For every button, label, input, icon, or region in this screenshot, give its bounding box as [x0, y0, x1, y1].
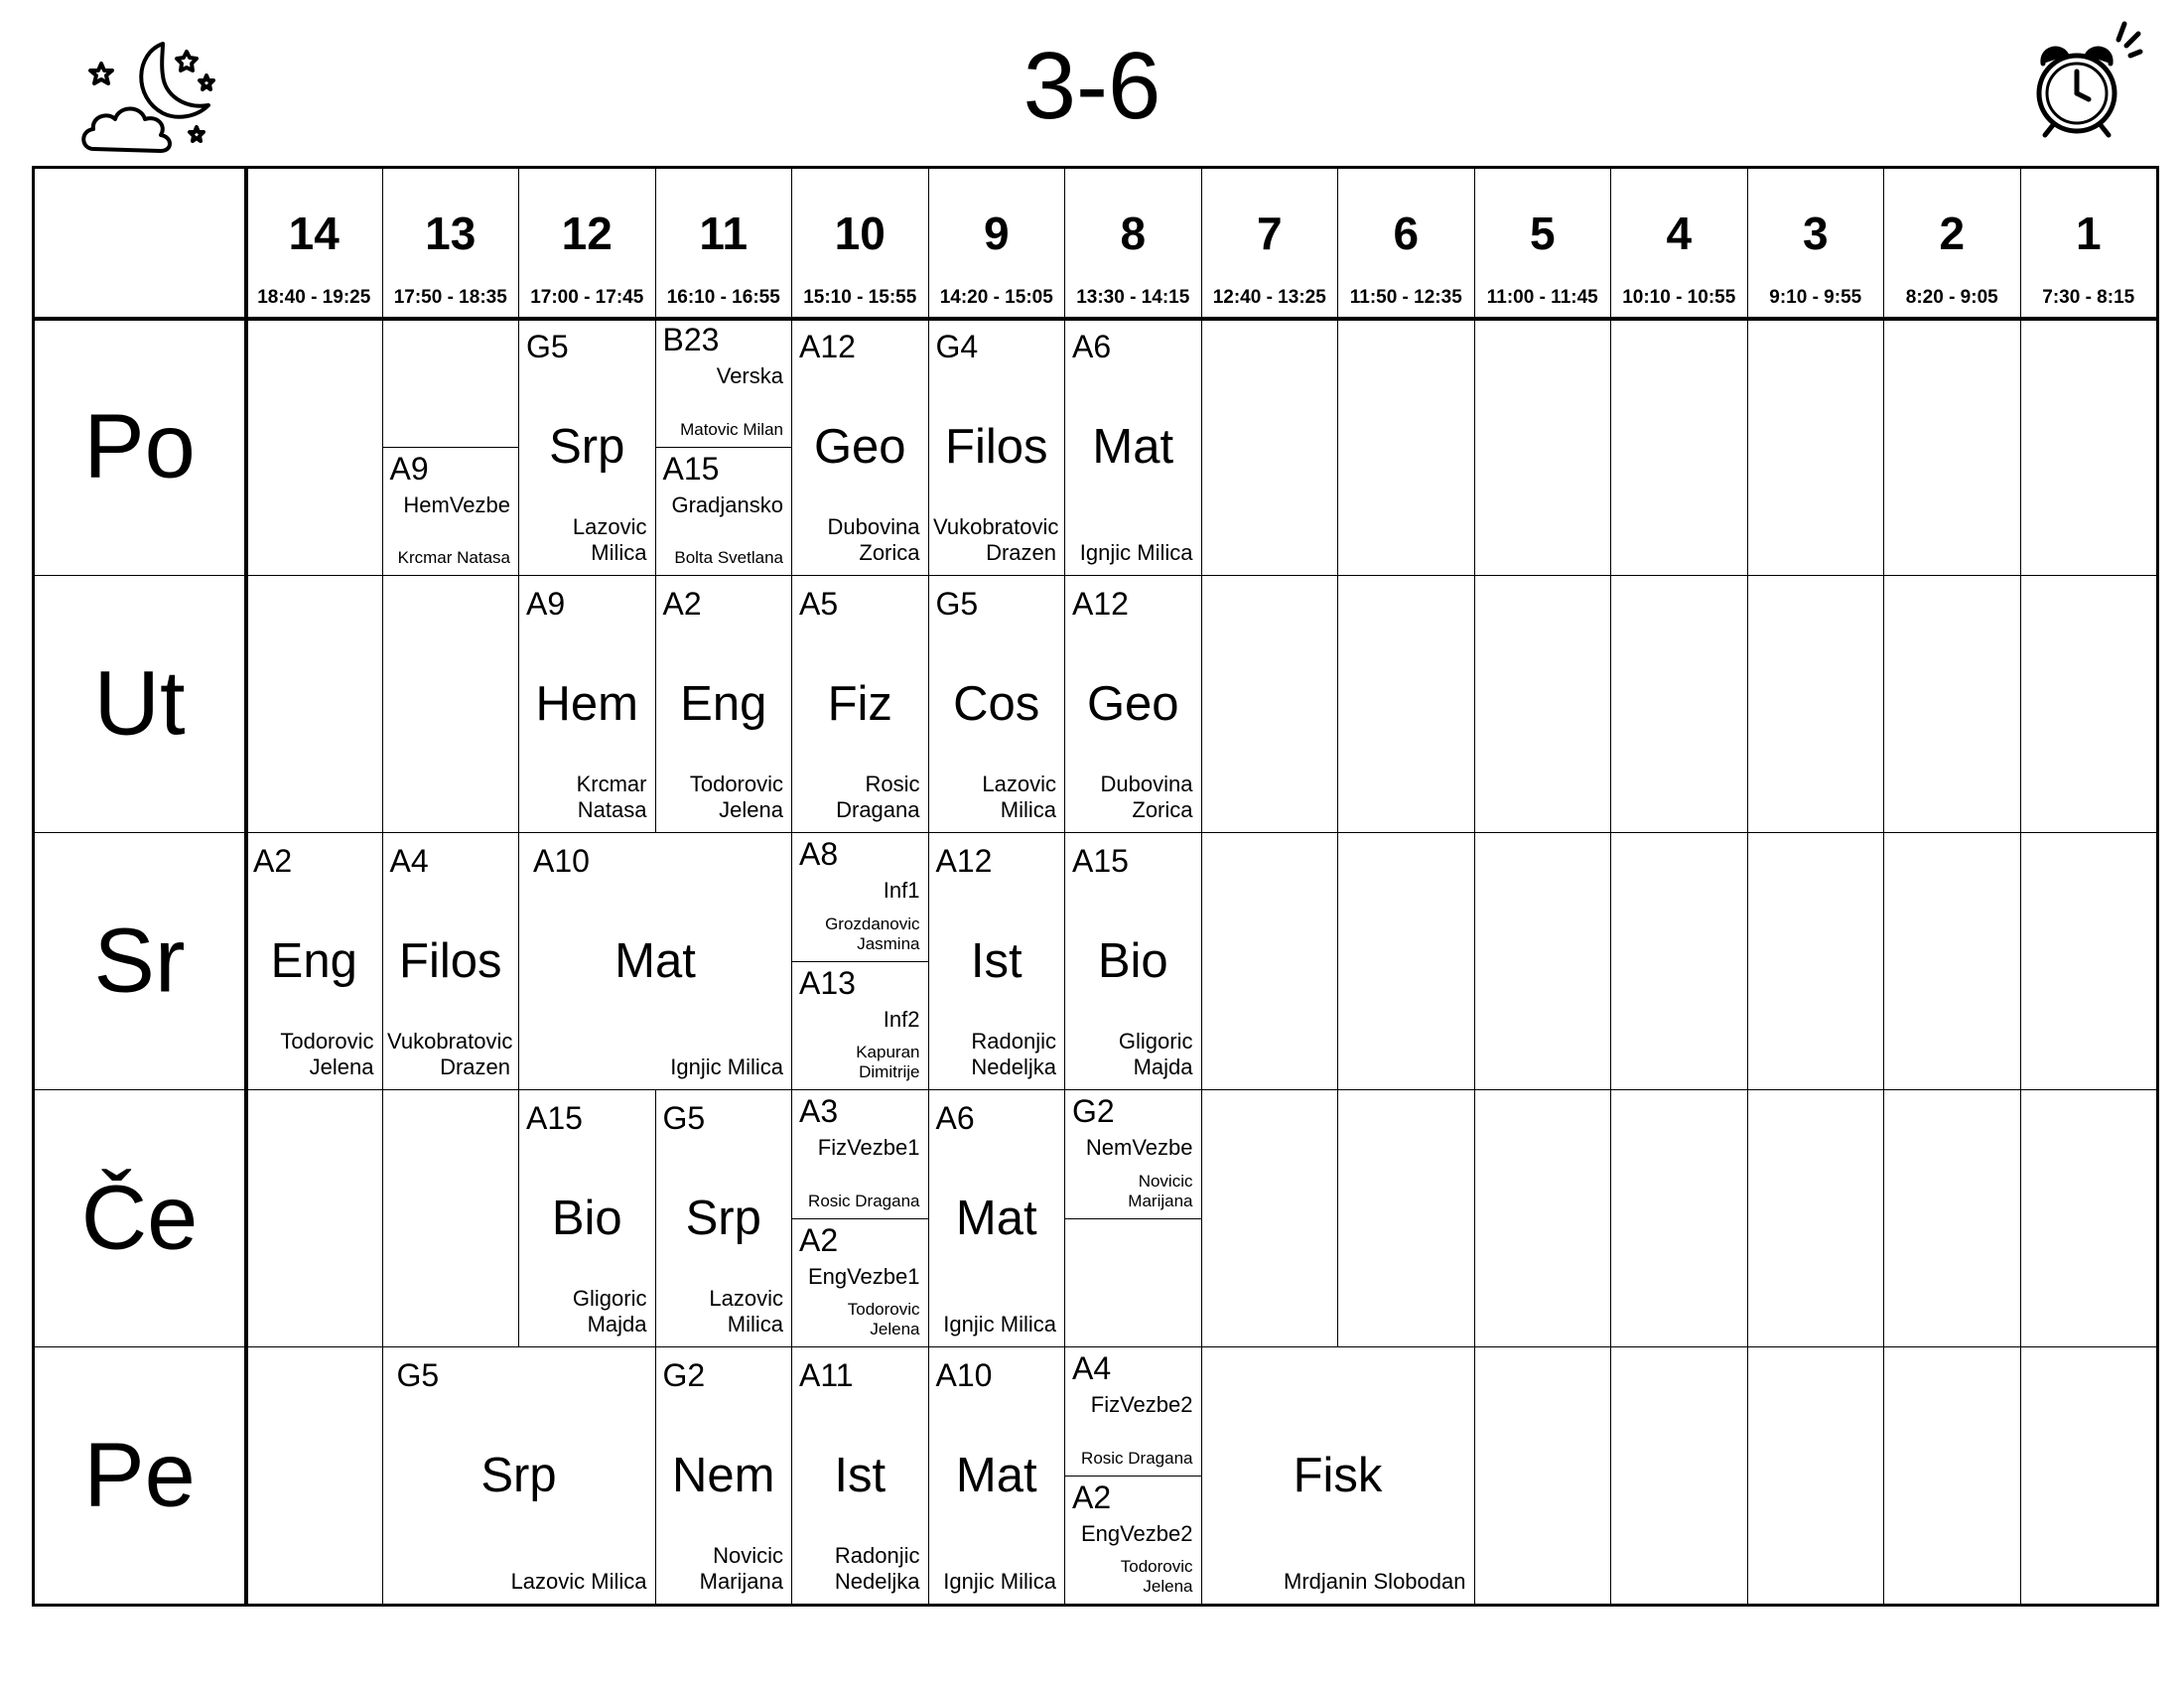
- lesson-room: A6: [1072, 329, 1112, 364]
- period-time: 13:30 - 14:15: [1076, 287, 1190, 308]
- lesson-room: A12: [799, 329, 856, 364]
- lesson-room: A13: [799, 964, 856, 1001]
- header-separator: [34, 317, 2157, 321]
- period-number: 2: [1939, 208, 1966, 259]
- lesson-subject: FizVezbe2: [1090, 1392, 1193, 1417]
- lesson-subject: Mat: [1092, 420, 1174, 474]
- lesson-subject: Mat: [955, 1192, 1037, 1245]
- lesson-subject: Filos: [945, 420, 1048, 474]
- lesson-room: A2: [662, 586, 702, 622]
- period-time: 11:00 - 11:45: [1486, 287, 1598, 308]
- lesson-subject: EngVezbe2: [1080, 1520, 1193, 1546]
- day-name: Po: [83, 395, 196, 497]
- lesson-teacher: Ignjic Milica: [1079, 540, 1193, 565]
- period-number: 11: [699, 208, 749, 259]
- lesson-subject: Ist: [834, 1449, 887, 1502]
- period-time: 8:20 - 9:05: [1905, 287, 1998, 308]
- lesson-teacher: Mrdjanin Slobodan: [1284, 1569, 1466, 1594]
- lesson-teacher: Radonjic Nedeljka: [971, 1029, 1056, 1079]
- lesson-teacher: Grozdanovic Jasmina: [825, 914, 920, 953]
- period-number: 12: [561, 208, 613, 259]
- lesson-room: A15: [662, 450, 720, 487]
- lesson-subject: Mat: [955, 1449, 1037, 1502]
- lesson-subject: Mat: [614, 934, 696, 988]
- lesson-room: A4: [1072, 1350, 1112, 1386]
- lesson-room: G5: [396, 1357, 440, 1393]
- lesson-subject: Geo: [813, 420, 906, 474]
- lesson-teacher: Todorovic Jelena: [280, 1029, 374, 1079]
- lesson-teacher: Vukobratovic Drazen: [387, 1029, 513, 1079]
- lesson-subject: NemVezbe: [1085, 1135, 1193, 1160]
- period-time: 17:00 - 17:45: [530, 287, 644, 308]
- lesson-room: A9: [389, 450, 429, 487]
- lesson-room: G5: [526, 329, 569, 364]
- lesson-room: A15: [526, 1100, 583, 1136]
- lesson-teacher: Ignjic Milica: [943, 1312, 1056, 1336]
- lesson-subject: Srp: [685, 1192, 761, 1245]
- lesson-subject: Srp: [549, 420, 625, 474]
- lesson-room: A15: [1072, 843, 1129, 879]
- lesson-teacher: Dubovina Zorica: [827, 514, 920, 565]
- lesson-room: A2: [253, 843, 293, 879]
- lesson-room: A5: [799, 586, 839, 622]
- lesson-subject: Bio: [1097, 934, 1168, 988]
- lesson-teacher: Dubovina Zorica: [1100, 772, 1193, 822]
- period-time: 9:10 - 9:55: [1769, 287, 1862, 308]
- period-time: 7:30 - 8:15: [2042, 287, 2135, 308]
- table-frame: [32, 166, 2159, 1607]
- lesson-teacher: Rosic Dragana: [836, 772, 920, 822]
- period-number: 4: [1666, 208, 1693, 259]
- page-title: 3-6: [1023, 33, 1161, 139]
- lesson-subject: Inf1: [883, 878, 920, 903]
- lesson-room: A9: [526, 586, 566, 622]
- lesson-teacher: Rosic Dragana: [1081, 1448, 1193, 1468]
- lesson-room: A2: [1072, 1478, 1112, 1515]
- lesson-room: A4: [389, 843, 429, 879]
- lesson-teacher: Vukobratovic Drazen: [933, 514, 1059, 565]
- lesson-subject: Fisk: [1293, 1449, 1383, 1502]
- period-number: 3: [1802, 208, 1829, 259]
- lesson-room: G2: [1072, 1093, 1115, 1129]
- lesson-subject: Fiz: [827, 677, 892, 731]
- lesson-subject: Srp: [480, 1449, 557, 1502]
- lesson-teacher: Todorovic Jelena: [1120, 1557, 1193, 1596]
- day-column-separator: [244, 168, 248, 1605]
- period-number: 6: [1393, 208, 1420, 259]
- lesson-room: B23: [662, 322, 720, 357]
- lesson-subject: Eng: [270, 934, 357, 988]
- lesson-subject: HemVezbe: [403, 492, 510, 517]
- period-time: 16:10 - 16:55: [666, 287, 780, 308]
- day-name: Sr: [93, 910, 186, 1012]
- period-time: 11:50 - 12:35: [1349, 287, 1462, 308]
- period-number: 9: [983, 208, 1010, 259]
- lesson-subject: Filos: [399, 934, 502, 988]
- day-name: Pe: [83, 1424, 196, 1526]
- lesson-teacher: Krcmar Natasa: [576, 772, 647, 822]
- period-number: 13: [425, 208, 477, 259]
- period-time: 10:10 - 10:55: [1622, 287, 1736, 308]
- lesson-subject: Geo: [1086, 677, 1179, 731]
- lesson-teacher: Novicic Marijana: [1128, 1171, 1193, 1210]
- lesson-subject: EngVezbe1: [807, 1263, 920, 1289]
- lesson-teacher: Lazovic Milica: [982, 772, 1056, 822]
- period-number: 14: [288, 208, 340, 259]
- lesson-teacher: Lazovic Milica: [572, 514, 647, 565]
- lesson-room: A2: [799, 1221, 839, 1258]
- lesson-teacher: Todorovic Jelena: [689, 772, 783, 822]
- lesson-teacher: Matovic Milan: [680, 419, 783, 439]
- lesson-teacher: Lazovic Milica: [709, 1286, 783, 1336]
- lesson-subject: Gradjansko: [671, 492, 783, 517]
- lesson-room: A12: [935, 843, 993, 879]
- lesson-teacher: Todorovic Jelena: [847, 1300, 920, 1338]
- lesson-teacher: Bolta Svetlana: [674, 548, 783, 567]
- day-name: Ut: [93, 652, 186, 755]
- lesson-teacher: Gligoric Majda: [1118, 1029, 1193, 1079]
- lesson-teacher: Radonjic Nedeljka: [834, 1543, 920, 1594]
- lesson-subject: Cos: [953, 677, 1040, 731]
- period-number: 5: [1529, 208, 1556, 259]
- lesson-subject: FizVezbe1: [817, 1135, 920, 1160]
- period-number: 10: [834, 208, 886, 259]
- period-time: 14:20 - 15:05: [939, 287, 1053, 308]
- lesson-room: A10: [935, 1357, 993, 1393]
- lesson-room: A11: [799, 1357, 854, 1393]
- lesson-subject: Hem: [535, 677, 638, 731]
- lesson-room: A3: [799, 1093, 839, 1129]
- lesson-room: G4: [935, 329, 979, 364]
- lesson-subject: Eng: [680, 677, 767, 731]
- lesson-teacher: Gligoric Majda: [572, 1286, 647, 1336]
- lesson-subject: Bio: [551, 1192, 622, 1245]
- lesson-room: A8: [799, 836, 839, 872]
- lesson-room: G5: [935, 586, 979, 622]
- lesson-teacher: Novicic Marijana: [699, 1543, 783, 1594]
- lesson-room: A6: [935, 1100, 975, 1136]
- period-time: 18:40 - 19:25: [257, 287, 371, 308]
- period-time: 15:10 - 15:55: [803, 287, 917, 308]
- lesson-teacher: Kapuran Dimitrije: [856, 1043, 920, 1081]
- period-number: 1: [2075, 208, 2102, 259]
- lesson-subject: Ist: [970, 934, 1023, 988]
- lesson-teacher: Krcmar Natasa: [397, 548, 510, 567]
- lesson-teacher: Rosic Dragana: [808, 1191, 920, 1210]
- period-time: 12:40 - 13:25: [1212, 287, 1326, 308]
- lesson-teacher: Ignjic Milica: [943, 1569, 1056, 1594]
- lesson-room: A10: [533, 843, 590, 879]
- lesson-subject: Inf2: [883, 1006, 920, 1032]
- lesson-room: G5: [662, 1100, 706, 1136]
- lesson-subject: Verska: [716, 363, 783, 388]
- period-number: 7: [1256, 208, 1283, 259]
- period-time: 17:50 - 18:35: [393, 287, 507, 308]
- day-name: Če: [80, 1167, 199, 1269]
- lesson-teacher: Lazovic Milica: [510, 1569, 647, 1594]
- lesson-subject: Nem: [672, 1449, 775, 1502]
- lesson-room: A12: [1072, 586, 1129, 622]
- lesson-teacher: Ignjic Milica: [670, 1055, 783, 1079]
- period-number: 8: [1120, 208, 1147, 259]
- lesson-room: G2: [662, 1357, 706, 1393]
